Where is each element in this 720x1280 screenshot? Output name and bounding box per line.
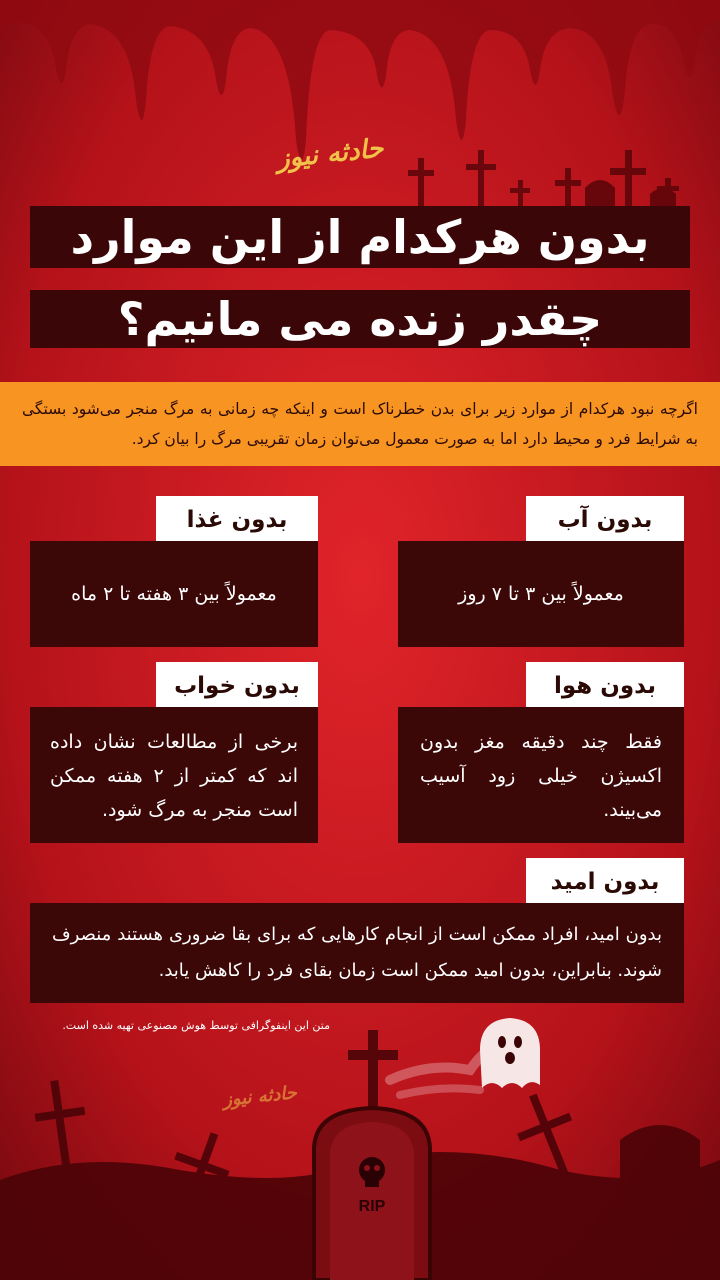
page-title-line1: بدون هرکدام از این موارد [30,206,690,268]
water-card [398,541,684,647]
food-label: بدون غذا [156,496,318,544]
hope-label: بدون امید [526,858,684,906]
water-text: معمولاً بین ۳ تا ۷ روز [458,583,624,605]
air-label: بدون هوا [526,662,684,710]
food-card [30,541,318,647]
ai-footnote: متن این اینفوگرافی توسط هوش مصنوعی تهیه شده است. [62,1019,330,1032]
tombstone-label [352,1194,392,1216]
intro-text: اگرچه نبود هرکدام از موارد زیر برای بدن خطرناک است و اینکه چه زمانی به مرگ منجر می‌شود بستگی به شرایط فرد و محیط دارد اما به صورت معمول می‌توان زمان تقریبی مرگ را بیان کرد. [0,382,720,466]
water-label: بدون آب [526,496,684,544]
sleep-card: برخی از مطالعات نشان داده اند که کمتر از ۲ هفته ممکن است منجر به مرگ شود. [30,707,318,843]
hope-card: بدون امید، افراد ممکن است از انجام کارهایی که برای بقا ضروری هستند منصرف شوند. بنابراین، بدون امید ممکن است زمان بقای فرد را کاهش یابد. [30,903,684,1003]
brand-logo: حادثه نیوز [275,133,385,175]
food-text: معمولاً بین ۳ هفته تا ۲ ماه [71,583,277,605]
page-title-line2: چقدر زنده می مانیم؟ [30,290,690,348]
sleep-label: بدون خواب [156,662,318,710]
svg-text:RIP: RIP [358,1198,386,1215]
brand-watermark: حادثه نیوز [222,1082,298,1111]
air-card: فقط چند دقیقه مغز بدون اکسیژن خیلی زود آسیب می‌بیند. [398,707,684,843]
